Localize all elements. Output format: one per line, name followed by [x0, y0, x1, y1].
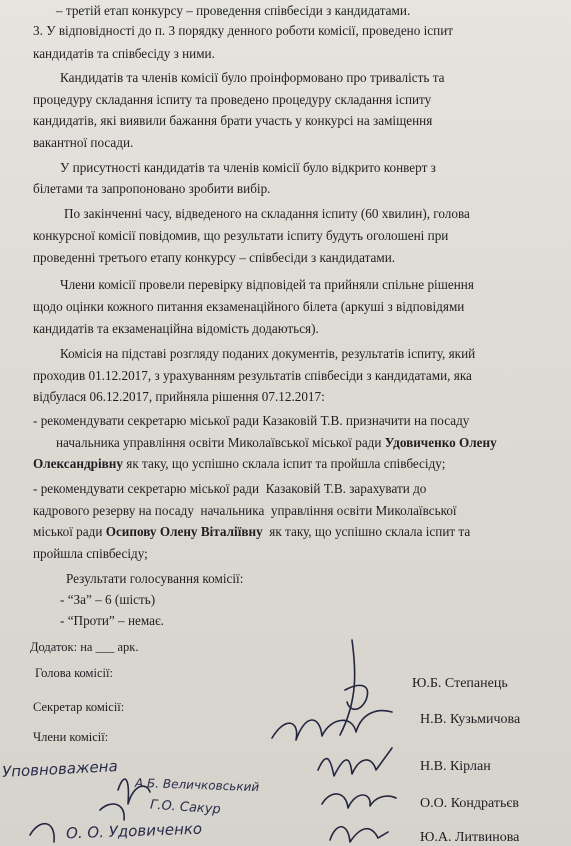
- role-chair: Голова комісії:: [35, 666, 113, 680]
- text-line: [33, 521, 470, 542]
- signature-member: [100, 804, 124, 820]
- text-line: 3. У відповідності до п. 3 порядку денного роботи комісії, проведено іспит: [33, 23, 454, 38]
- text-line: проведенні третього етапу конкурсу – співбесіди з кандидатами.: [33, 250, 396, 265]
- signature-chair: [340, 640, 368, 735]
- voting-heading: Результати голосування комісії:: [66, 571, 244, 586]
- signatory-name: Н.В. Кірлан: [420, 759, 491, 774]
- text-line: проходив 01.12.2017, з урахуванням результатів співбесіди з кандидатами, яка: [33, 368, 472, 383]
- text-line: Кандидатів та членів комісії було проінформовано про тривалість та: [60, 70, 445, 85]
- signature-secretary: [272, 711, 392, 740]
- text-line: По закінченні часу, відведеного на складання іспиту (60 хвилин), голова: [64, 206, 470, 221]
- text-line: – третій етап конкурсу – проведення співбесіди з кандидатами.: [56, 3, 411, 18]
- text-line: Члени комісії провели перевірку відповідей та прийняли спільне рішення: [60, 277, 474, 292]
- attachment-note: Додаток: на ___ арк.: [30, 640, 139, 654]
- text-line: кандидатів та екзаменаційна відомість додаються).: [33, 321, 319, 336]
- text-line: - рекомендувати секретарю міської ради Казаковій Т.В. призначити на посаду: [33, 413, 470, 428]
- text-line: пройшла співбесіду;: [33, 546, 148, 561]
- candidate-name: Удовиченко Олену: [384, 435, 497, 450]
- vote-against: - “Проти” – немає.: [60, 613, 164, 628]
- handwritten-note: А.Б. Величковський: [134, 775, 260, 795]
- signatory-name: О.О. Кондратьєв: [420, 796, 519, 811]
- text-line: щодо оцінки кожного питання екзаменаційного білета (аркуші з відповідями: [33, 299, 465, 314]
- vote-for: - “За” – 6 (шість): [60, 592, 156, 607]
- handwritten-note: Г.О. Сакур: [149, 797, 222, 818]
- text-segment: начальника управління освіти Миколаївської міської ради: [56, 435, 382, 450]
- text-line: - рекомендувати секретарю міської ради Казаковій Т.В. зарахувати до: [33, 481, 427, 496]
- reserve-candidate-name: Осипову Олену Віталіївну: [105, 524, 263, 539]
- text-line: Комісія на підставі розгляду поданих документів, результатів іспиту, який: [60, 346, 476, 361]
- text-line: відбулася 06.12.2017, прийняла рішення 07.12.2017:: [33, 389, 325, 404]
- handwritten-note: О. О. Удовиченко: [65, 819, 203, 843]
- signatory-name: Ю.Б. Степанець: [412, 676, 508, 691]
- signatory-name: Ю.А. Литвинова: [420, 830, 520, 845]
- role-members: Члени комісії:: [33, 730, 109, 744]
- text-line: кандидатів, які виявили бажання брати участь у конкурсі на заміщення: [33, 113, 433, 128]
- signature-member: [30, 824, 54, 842]
- candidate-patronymic: Олександрівну: [33, 456, 123, 471]
- text-line: конкурсної комісії повідомив, що результати іспиту будуть оголошені при: [33, 228, 449, 243]
- text-line: [33, 453, 445, 474]
- text-segment: як таку, що успішно склала іспит та: [269, 524, 471, 539]
- text-line: кадрового резерву на посаду начальника управління освіти Миколаївської: [33, 503, 457, 518]
- signature-member: [318, 748, 392, 776]
- text-line: У присутності кандидатів та членів комісії було відкрито конверт з: [60, 160, 436, 175]
- role-secretary: Секретар комісії:: [33, 700, 125, 714]
- text-segment: як таку, що успішно склала іспит та пройшла співбесіду;: [126, 456, 446, 471]
- signatory-name: Н.В. Кузьмичова: [420, 712, 521, 727]
- text-line: кандидатів та співбесіду з ними.: [33, 46, 215, 61]
- text-line: вакантної посади.: [33, 135, 134, 150]
- signature-member: [330, 827, 388, 842]
- text-line: процедуру складання іспиту та проведено процедуру складання іспиту: [33, 92, 432, 107]
- text-line: [56, 432, 497, 453]
- text-line: білетами та запропоновано зробити вибір.: [33, 181, 271, 196]
- handwritten-note: Уповноважена: [1, 756, 119, 782]
- signature-member: [322, 794, 396, 808]
- text-segment: міської ради: [33, 524, 103, 539]
